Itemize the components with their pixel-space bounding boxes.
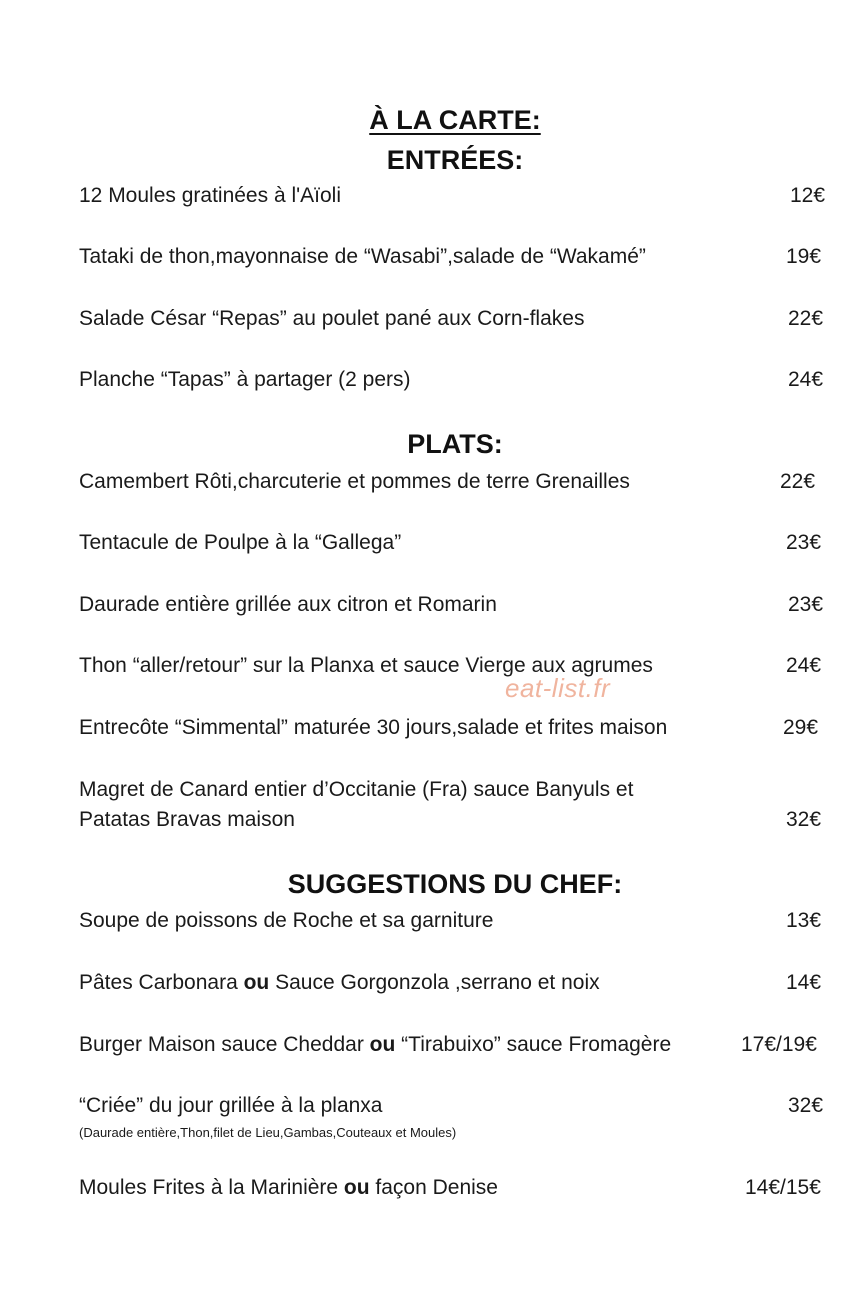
menu-item-name: Entrecôte “Simmental” maturée 30 jours,salade et frites maison bbox=[79, 716, 668, 739]
menu-item-price: 19€ bbox=[786, 245, 822, 268]
menu-item-name: Daurade entière grillée aux citron et Romarin bbox=[79, 593, 497, 616]
menu-item-name: Tentacule de Poulpe à la “Gallega” bbox=[79, 531, 402, 554]
menu-item-price: 17€/19€ bbox=[741, 1033, 817, 1056]
heading-plats: PLATS: bbox=[407, 429, 503, 459]
menu-item-name: 12 Moules gratinées à l'Aïoli bbox=[79, 184, 341, 207]
menu-item-price: 23€ bbox=[788, 593, 824, 616]
menu-item-price: 23€ bbox=[786, 531, 822, 554]
menu-item-price: 32€ bbox=[786, 808, 822, 831]
menu-item-name bbox=[79, 1030, 671, 1060]
menu-item-or: ou bbox=[243, 971, 270, 994]
menu-item-name-part: “Tirabuixo” sauce Fromagère bbox=[395, 1033, 672, 1056]
menu-item-name-line2: Patatas Bravas maison bbox=[79, 808, 295, 831]
menu-item-name: Soupe de poissons de Roche et sa garniture bbox=[79, 909, 494, 932]
heading-suggestions: SUGGESTIONS DU CHEF: bbox=[287, 869, 623, 899]
menu-item-price: 12€ bbox=[790, 184, 826, 207]
menu-item-or: ou bbox=[369, 1033, 396, 1056]
menu-item-name bbox=[79, 968, 600, 998]
menu-item-note: (Daurade entière,Thon,filet de Lieu,Gambas,Couteaux et Moules) bbox=[79, 1125, 457, 1140]
menu-item-name-part: façon Denise bbox=[369, 1176, 498, 1199]
menu-item-name: Tataki de thon,mayonnaise de “Wasabi”,salade de “Wakamé” bbox=[79, 245, 646, 268]
menu-item-name-part: Moules Frites à la Marinière bbox=[79, 1176, 344, 1199]
menu-item-name: Thon “aller/retour” sur la Planxa et sauce Vierge aux agrumes bbox=[79, 654, 653, 677]
menu-item-or: ou bbox=[343, 1176, 370, 1199]
menu-item-name bbox=[79, 1173, 498, 1203]
heading-entrees: ENTRÉES: bbox=[386, 145, 524, 175]
menu-item-name: Planche “Tapas” à partager (2 pers) bbox=[79, 368, 411, 391]
menu-item-price: 13€ bbox=[786, 909, 822, 932]
watermark: eat-list.fr bbox=[505, 673, 611, 703]
heading-a-la-carte: À LA CARTE: bbox=[369, 105, 541, 135]
menu-item-name-line1: Magret de Canard entier d’Occitanie (Fra) sauce Banyuls et bbox=[79, 778, 634, 801]
menu-item-price: 32€ bbox=[788, 1094, 824, 1117]
menu-item-price: 24€ bbox=[788, 368, 824, 391]
menu-item-name: Camembert Rôti,charcuterie et pommes de terre Grenailles bbox=[79, 470, 630, 493]
menu-item-name-part: Pâtes Carbonara bbox=[79, 971, 244, 994]
menu-item-name-part: Sauce Gorgonzola ,serrano et noix bbox=[269, 971, 600, 994]
menu-item-price: 14€/15€ bbox=[745, 1176, 821, 1199]
menu-item-price: 29€ bbox=[783, 716, 819, 739]
menu-item-name-part: Burger Maison sauce Cheddar bbox=[79, 1033, 370, 1056]
menu-item-price: 24€ bbox=[786, 654, 822, 677]
menu-item-name: Salade César “Repas” au poulet pané aux Corn-flakes bbox=[79, 307, 585, 330]
menu-item-price: 14€ bbox=[786, 971, 822, 994]
menu-item-name: “Criée” du jour grillée à la planxa bbox=[79, 1094, 383, 1117]
menu-item-price: 22€ bbox=[780, 470, 816, 493]
menu-item-price: 22€ bbox=[788, 307, 824, 330]
